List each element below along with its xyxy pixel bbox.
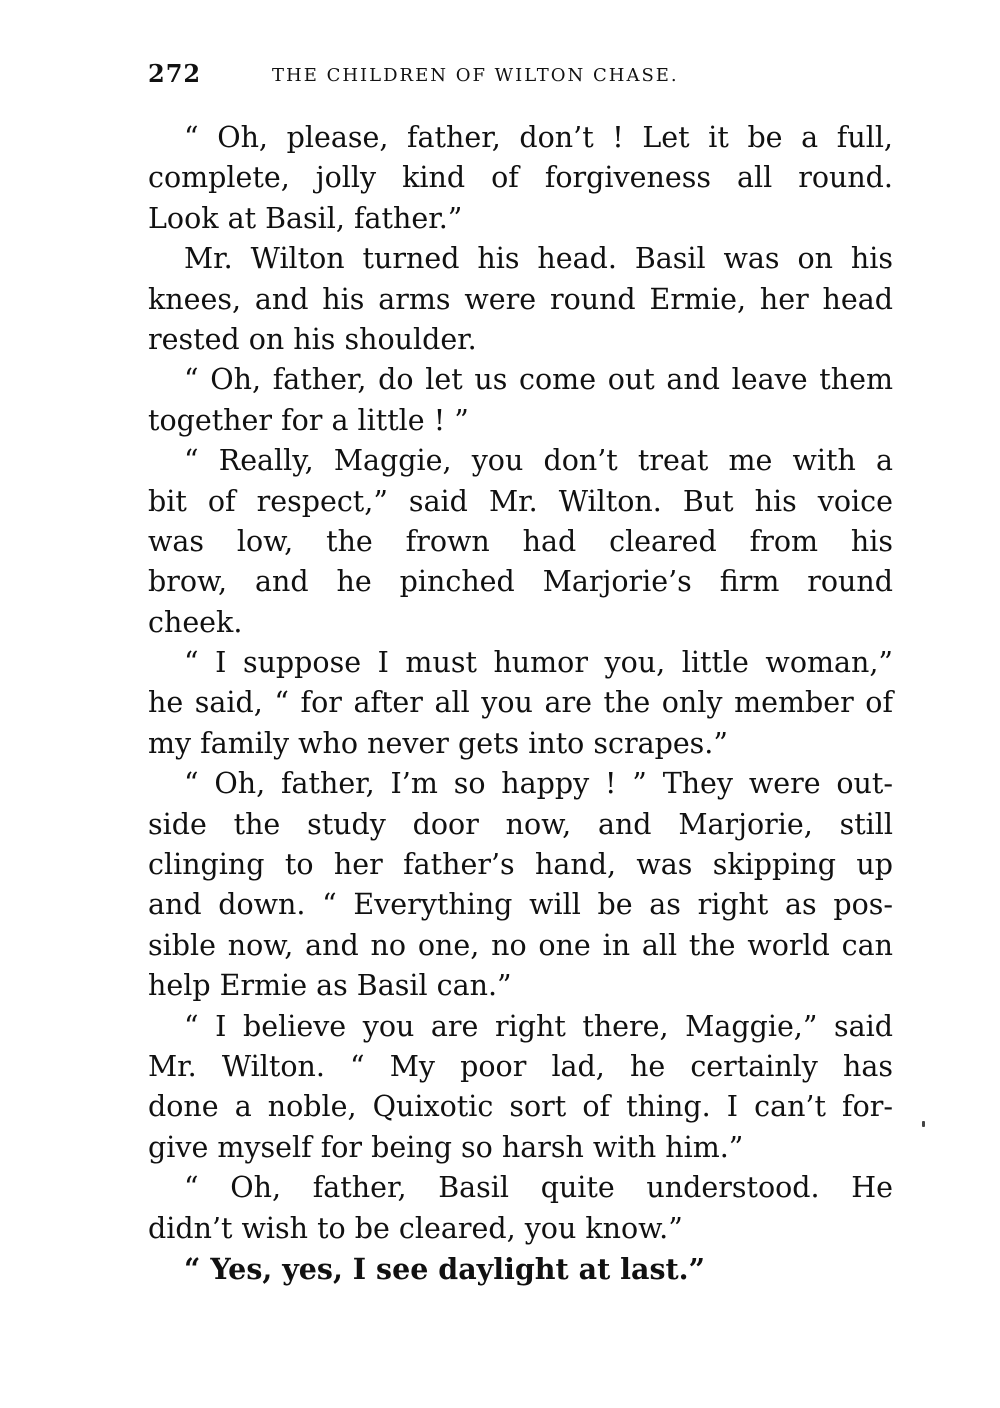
text-line: done a noble, Quixotic sort of thing. I can’t for-: [148, 1090, 893, 1124]
text-line: my family who never gets into scrapes.”: [148, 726, 728, 760]
text-line: give myself for being so harsh with him.”: [148, 1130, 744, 1164]
text-line: clinging to her father’s hand, was skipping up: [148, 848, 893, 882]
text-line: “ I suppose I must humor you, little woman,”: [184, 646, 893, 680]
text-line: rested on his shoulder.: [148, 322, 477, 356]
text-line: “ I believe you are right there, Maggie,” said: [184, 1009, 893, 1043]
text-line: was low, the frown had cleared from his: [148, 524, 893, 558]
text-line: “ Oh, father, do let us come out and leave them: [184, 363, 893, 397]
text-line: “ Yes, yes, I see daylight at last.”: [184, 1251, 705, 1286]
running-head: [148, 60, 893, 92]
text-line: sible now, and no one, no one in all the world can: [148, 928, 893, 962]
text-line: “ Oh, please, father, don’t ! Let it be a full,: [184, 121, 893, 154]
text-line: bit of respect,” said Mr. Wilton. But his voice: [148, 484, 893, 518]
text-line: help Ermie as Basil can.”: [148, 969, 512, 1003]
text-line: brow, and he pinched Marjorie’s firm round: [148, 565, 893, 599]
text-line: didn’t wish to be cleared, you know.”: [148, 1211, 683, 1245]
text-line: “ Really, Maggie, you don’t treat me with a: [184, 444, 893, 478]
text-line: knees, and his arms were round Ermie, her head: [148, 282, 893, 316]
text-line: complete, jolly kind of forgiveness all round.: [148, 161, 893, 195]
text-line: “ Oh, father, I’m so happy ! ” They were out-: [184, 767, 893, 801]
text-line: Look at Basil, father.”: [148, 201, 463, 235]
body-text: [148, 118, 893, 1289]
print-speck: [922, 1121, 925, 1127]
text-line: he said, “ for after all you are the only member of: [148, 686, 893, 720]
text-line: Mr. Wilton turned his head. Basil was on his: [184, 242, 893, 276]
text-line: together for a little ! ”: [148, 403, 469, 437]
page-number: 272: [148, 59, 202, 88]
text-line: Mr. Wilton. “ My poor lad, he certainly has: [148, 1049, 893, 1083]
text-line: and down. “ Everything will be as right as pos-: [148, 888, 893, 922]
text-line: “ Oh, father, Basil quite understood. He: [184, 1171, 893, 1205]
text-line: cheek.: [148, 605, 243, 639]
text-line: side the study door now, and Marjorie, still: [148, 807, 893, 841]
book-title: THE CHILDREN OF WILTON CHASE.: [272, 65, 679, 86]
